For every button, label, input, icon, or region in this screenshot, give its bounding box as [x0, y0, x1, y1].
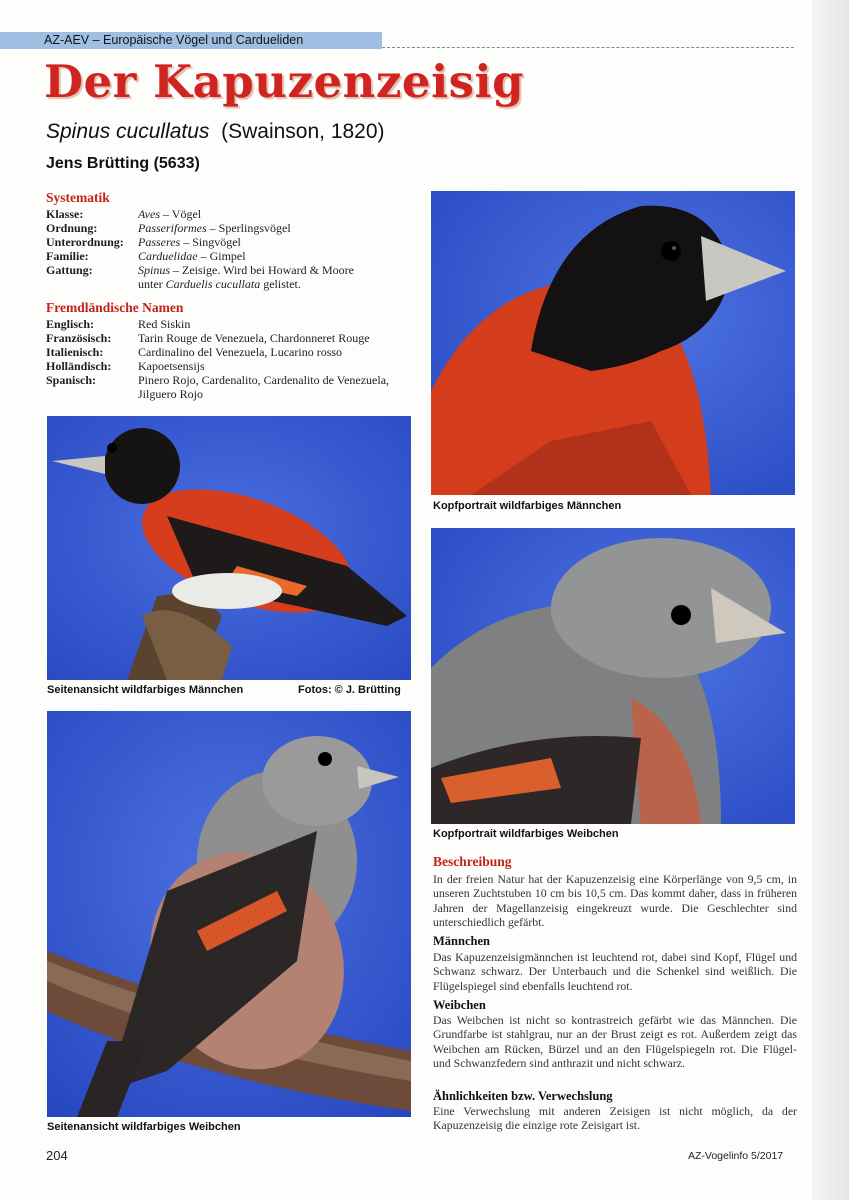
- systematik-key: Ordnung:: [46, 221, 98, 235]
- systematik-value: unter: [138, 277, 166, 291]
- systematik-value: – Gimpel: [197, 249, 246, 263]
- systematik-key: Familie:: [46, 249, 89, 263]
- scientific-name: Spinus cucullatus: [46, 120, 210, 143]
- systematik-row: [46, 207, 426, 221]
- namen-row: [46, 373, 426, 401]
- systematik-value: – Zeisige. Wird bei Howard & Moore: [170, 263, 354, 277]
- systematik-latin: Carduelis cucullata: [165, 277, 261, 291]
- section-label: AZ-AEV – Europäische Vögel und Cardueliden: [44, 33, 304, 47]
- systematik-row: [46, 221, 426, 235]
- systematik-key: Unterordnung:: [46, 235, 124, 249]
- authority: (Swainson, 1820): [221, 120, 385, 143]
- issue-footer: AZ-Vogelinfo 5/2017: [688, 1150, 784, 1162]
- scientific-name-line: [46, 120, 385, 144]
- systematik-latin: Aves: [138, 207, 160, 221]
- aehnlich-text: Eine Verwechslung mit anderen Zeisigen ist nicht möglich, da der Kapuzenzeisig die einzige rote Zeisigart ist.: [433, 1104, 797, 1133]
- systematik-latin: Passeriformes: [138, 221, 207, 235]
- weibchen-text: Das Weibchen ist nicht so kontrastreich gefärbt wie das Männchen. Die Grundfarbe ist stahlgrau, nur an der Brust zeigt es rot. Außerdem zeigt das Weibchen am Rücken, Bürzel und an den Flügelspiegeln rot. Die Flügel- und Schwanzfedern sind anthrazit und nicht schwarz.: [433, 1013, 797, 1071]
- author: Jens Brütting (5633): [46, 155, 200, 172]
- systematik-row: [46, 263, 426, 291]
- namen-value: Pinero Rojo, Cardenalito, Cardenalito de Venezuela, Jilguero Rojo: [138, 373, 390, 401]
- systematik-row: [46, 235, 426, 249]
- photo-male-portrait: [431, 191, 795, 495]
- aehnlich-heading: Ähnlichkeiten bzw. Verwechslung: [433, 1089, 613, 1103]
- article-title: Der Kapuzenzeisig: [44, 55, 525, 108]
- namen-key: Spanisch:: [46, 373, 97, 387]
- caption-male-portrait: Kopfportrait wildfarbiges Männchen: [433, 500, 622, 512]
- caption-female-side: Seitenansicht wildfarbiges Weibchen: [47, 1121, 241, 1133]
- header-rule: [382, 47, 794, 48]
- systematik-table: [46, 207, 426, 291]
- namen-key: Italienisch:: [46, 345, 104, 359]
- systematik-key: Gattung:: [46, 263, 93, 277]
- systematik-value: gelistet.: [260, 277, 301, 291]
- section-header-bar: [0, 32, 382, 49]
- photo-female-portrait: [431, 528, 795, 824]
- weibchen-heading: Weibchen: [433, 998, 486, 1012]
- maennchen-heading: Männchen: [433, 934, 490, 948]
- systematik-latin: Spinus: [138, 263, 171, 277]
- namen-value: Cardinalino del Venezuela, Lucarino rosso: [138, 345, 343, 359]
- photo-male-side: [47, 416, 411, 680]
- photo-female-side: [47, 711, 411, 1117]
- page-number: 204: [46, 1148, 68, 1163]
- namen-key: Holländisch:: [46, 359, 112, 373]
- namen-table: [46, 317, 426, 401]
- systematik-value: – Sperlingsvögel: [206, 221, 291, 235]
- photo-credit: Fotos: © J. Brütting: [298, 684, 401, 696]
- namen-key: Englisch:: [46, 317, 95, 331]
- namen-row: [46, 317, 426, 331]
- namen-heading: Fremdländische Namen: [46, 300, 184, 315]
- namen-row: [46, 359, 426, 373]
- systematik-row: [46, 249, 426, 263]
- systematik-value: – Singvögel: [180, 235, 241, 249]
- systematik-key: Klasse:: [46, 207, 84, 221]
- systematik-latin: Passeres: [138, 235, 181, 249]
- namen-key: Französisch:: [46, 331, 112, 345]
- maennchen-text: Das Kapuzenzeisigmännchen ist leuchtend rot, dabei sind Kopf, Flügel und Schwanz schwarz. Der Unterbauch und die Schenkel sind weißlich. Die Flügelspiegel sind ebenfalls leuchtend rot.: [433, 950, 797, 993]
- systematik-latin: Carduelidae: [138, 249, 198, 263]
- page-edge-shadow: [812, 0, 849, 1200]
- systematik-heading: Systematik: [46, 190, 110, 205]
- beschreibung-heading: Beschreibung: [433, 854, 512, 869]
- caption-male-side: Seitenansicht wildfarbiges Männchen: [47, 684, 244, 696]
- namen-row: [46, 331, 426, 345]
- namen-row: [46, 345, 426, 359]
- namen-value: Kapoetsensijs: [138, 359, 205, 373]
- beschreibung-intro: In der freien Natur hat der Kapuzenzeisig eine Körperlänge von 9,5 cm, in unseren Zuchtstuben 10 cm bis 10,5 cm. Das kommt daher, dass in früheren Jahren der Magellanzeisig eingekreuzt wurde. Die Geschlechter sind unterschiedlich gefärbt.: [433, 872, 797, 930]
- systematik-value: – Vögel: [160, 207, 202, 221]
- namen-value: Tarin Rouge de Venezuela, Chardonneret Rouge: [138, 331, 370, 345]
- namen-value: Red Siskin: [138, 317, 191, 331]
- caption-female-portrait: Kopfportrait wildfarbiges Weibchen: [433, 828, 619, 840]
